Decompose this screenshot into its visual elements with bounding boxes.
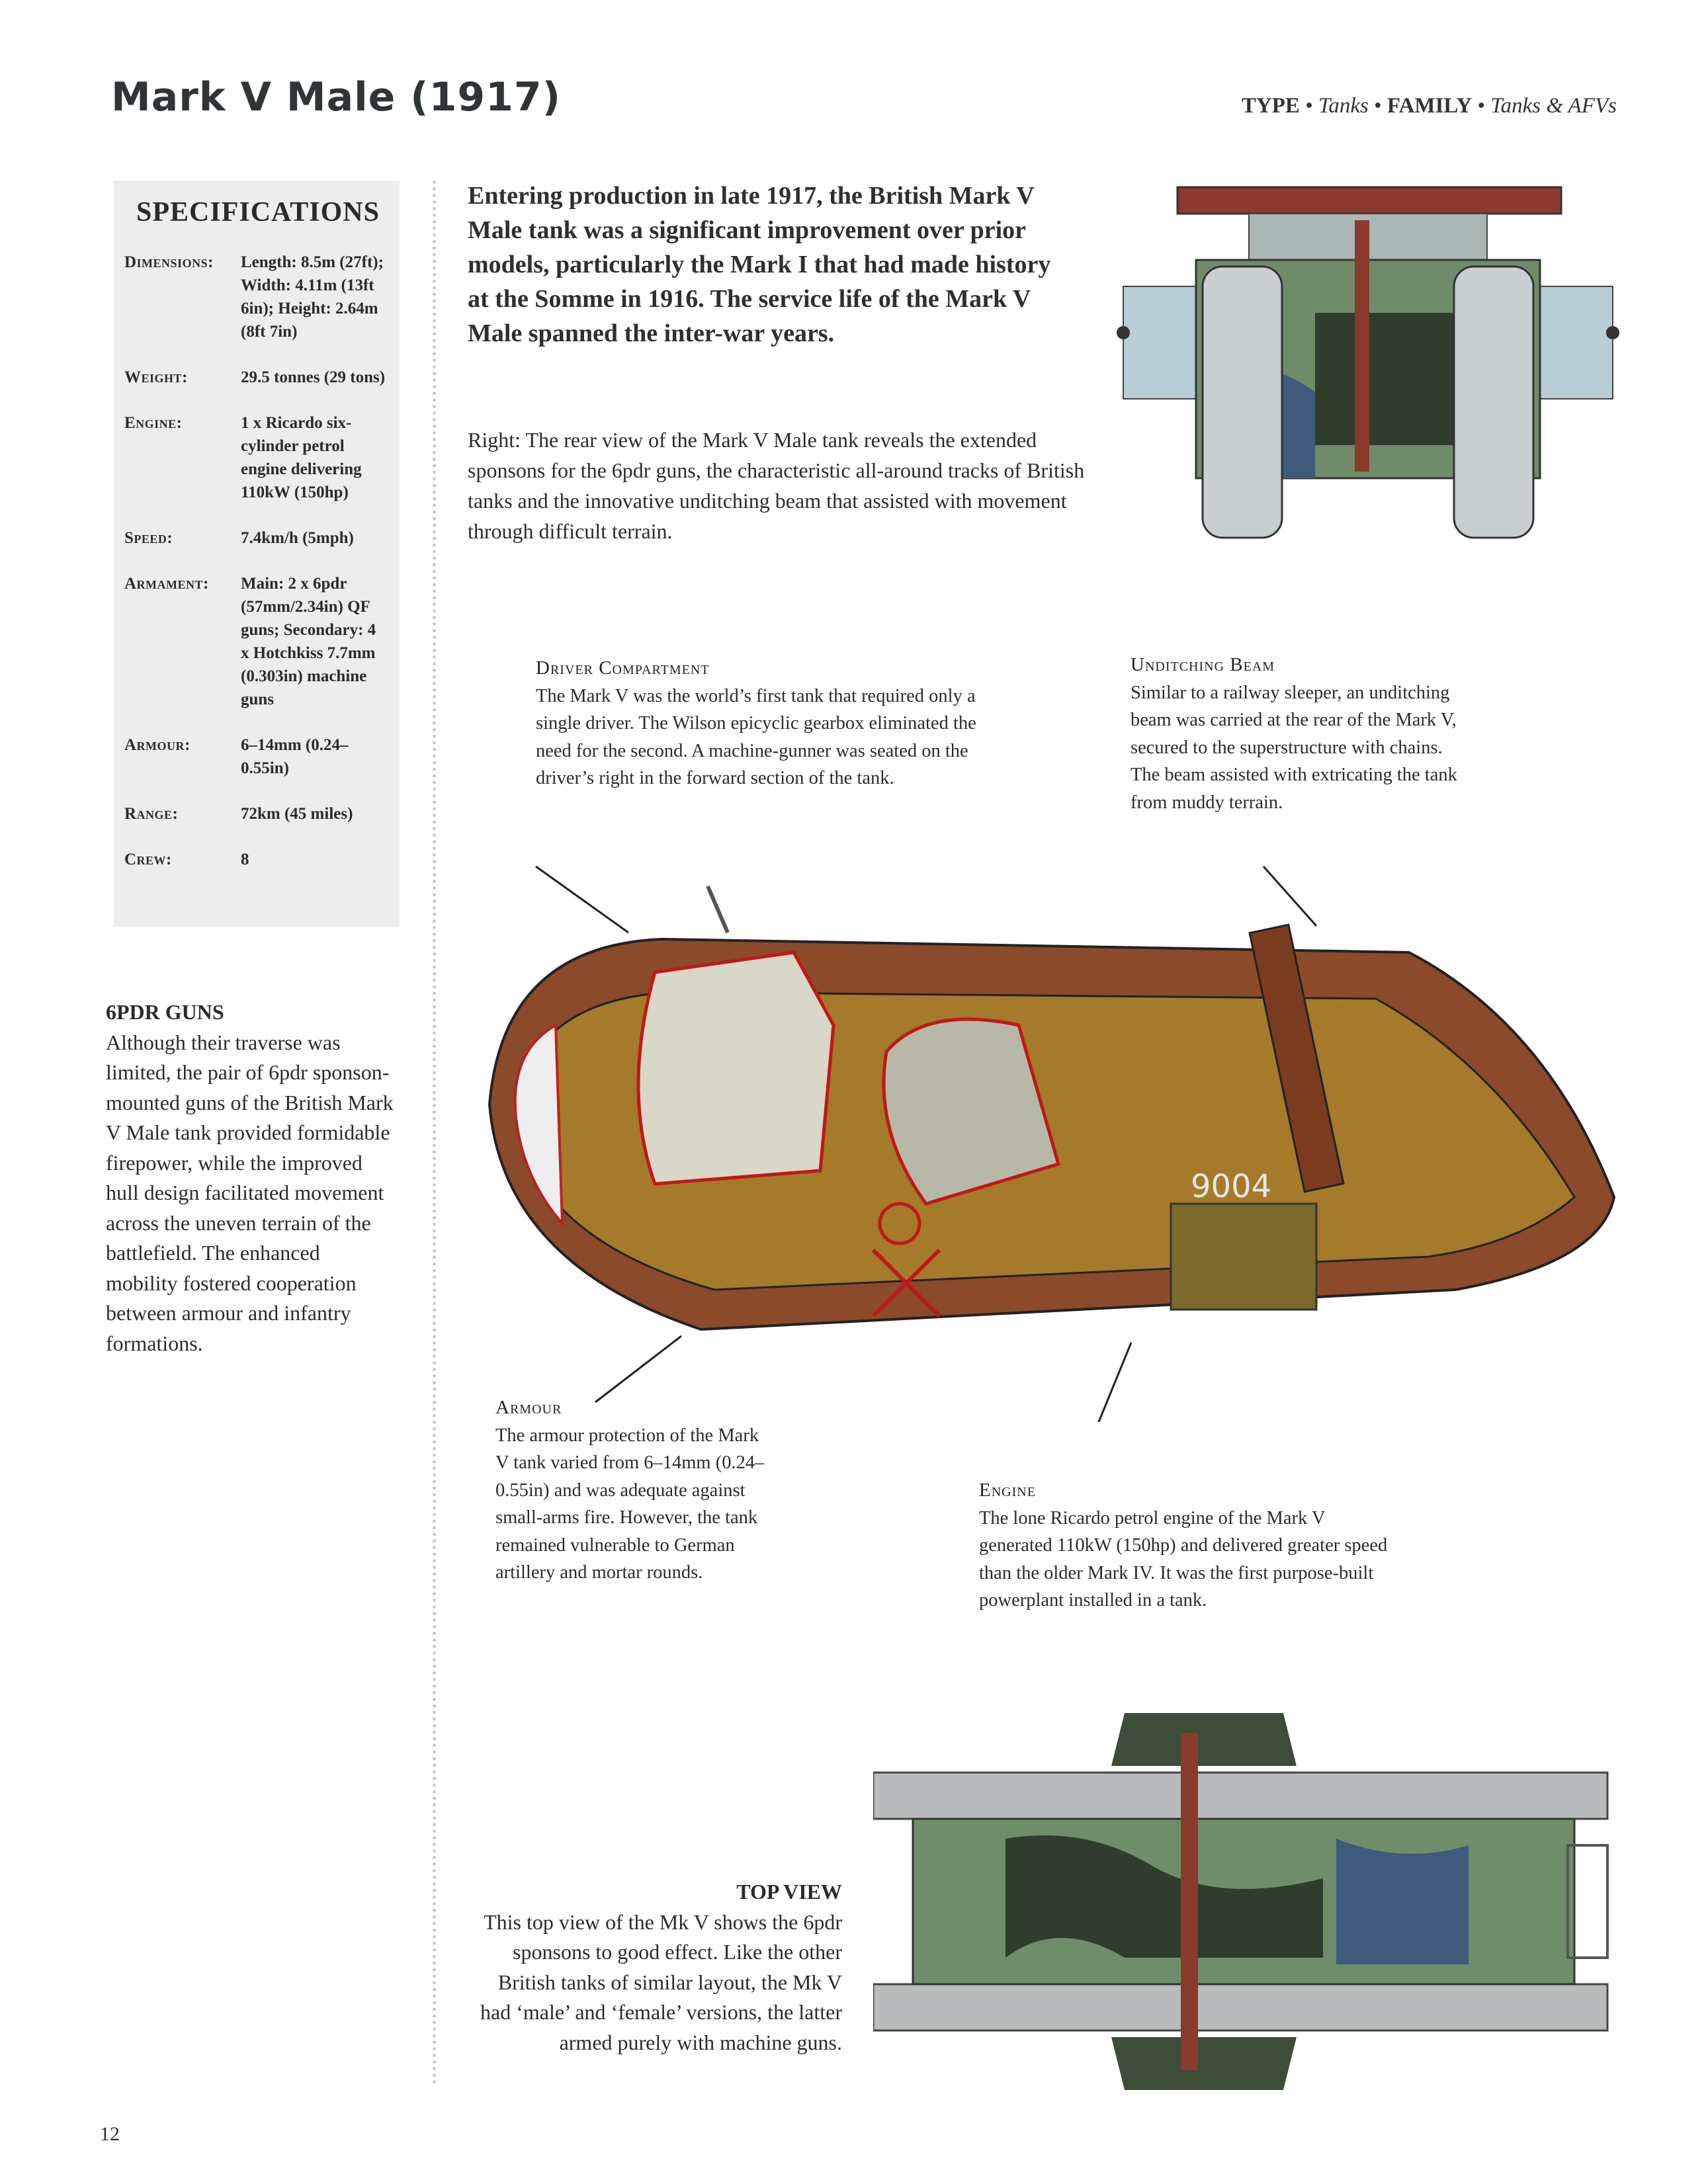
callout-text: The Mark V was the world’s first tank that required only a single driver. The Wilson epicyclic gearbox eliminated the need for the second. A machine-gunner was seated on the driver’s right in the forward section of the tank. — [536, 685, 976, 788]
spec-row — [124, 802, 392, 825]
dotted-divider — [433, 181, 436, 2085]
spec-row — [124, 526, 392, 550]
bullet: • — [1305, 94, 1313, 118]
family-label: FAMILY — [1387, 94, 1473, 118]
spec-row — [124, 848, 392, 871]
type-value: Tanks — [1318, 94, 1369, 118]
callout-title: Driver Compartment — [536, 657, 710, 679]
callout-title: Engine — [979, 1480, 1036, 1501]
spec-label: Weight: — [124, 368, 188, 386]
spec-row — [124, 411, 392, 504]
spec-label: Range: — [124, 805, 179, 823]
spec-value: 6–14mm (0.24–0.55in) — [241, 736, 349, 777]
spec-value: 72km (45 miles) — [241, 805, 353, 823]
intro-text: Entering production in late 1917, the British Mark V Male tank was a significant improvement over prior models, particularly the Mark I that had made history at the Somme in 1916. The service life of the Mark V Male spanned the inter-war years. — [468, 182, 1051, 347]
spec-label: Armour: — [124, 736, 191, 754]
side-cutaway-illustration — [463, 853, 1627, 1422]
callout-unditching-beam — [1131, 651, 1474, 816]
guns-section — [106, 997, 397, 1359]
callout-title: Armour — [495, 1397, 562, 1418]
guns-title: 6PDR GUNS — [106, 1000, 224, 1024]
spec-value: 1 x Ricardo six-cylinder petrol engine delivering 110kW (150hp) — [241, 414, 362, 501]
callout-driver-compartment — [536, 655, 999, 792]
guns-text: Although their traverse was limited, the pair of 6pdr sponson-mounted guns of the British Mark V Male tank provided formidable firepower, while the improved hull design facilitated movement across the uneven terrain of the battlefield. The enhanced mobility fostered cooperation between armour and infantry formations. — [106, 1030, 394, 1355]
family-value: Tanks & AFVs — [1490, 94, 1617, 118]
page-number: 12 — [100, 2123, 120, 2145]
top-view-caption — [463, 1877, 842, 2058]
spec-value: Main: 2 x 6pdr (57mm/2.34in) QF guns; Secondary: 4 x Hotchkiss 7.7mm (0.303in) machine guns — [241, 575, 376, 708]
tank-number: 9004 — [1191, 1168, 1272, 1205]
spec-row — [124, 733, 392, 780]
spec-value: Length: 8.5m (27ft); Width: 4.11m (13ft 6in); Height: 2.64m (8ft 7in) — [241, 253, 384, 341]
bullet: • — [1374, 94, 1382, 118]
spec-label: Speed: — [124, 529, 173, 547]
spec-value: 7.4km/h (5mph) — [241, 529, 354, 547]
spec-row — [124, 251, 392, 343]
rear-view-caption: Right: The rear view of the Mark V Male tank reveals the extended sponsons for the 6pdr guns, the characteristic all-around tracks of British tanks and the innovative unditching beam that assisted with movement through difficult terrain. — [468, 428, 1085, 543]
spec-row — [124, 572, 392, 711]
spec-value: 29.5 tonnes (29 tons) — [241, 368, 386, 386]
spec-label: Crew: — [124, 851, 172, 868]
top-view-title: TOP VIEW — [736, 1880, 842, 1904]
callout-text: Similar to a railway sleeper, an unditching beam was carried at the rear of the Mark V, secured to the superstructure with chains. The beam assisted with extricating the tank from muddy terrain. — [1131, 682, 1457, 813]
type-label: TYPE — [1241, 94, 1300, 118]
rear-view-illustration — [1117, 181, 1619, 544]
spec-value: 8 — [241, 851, 249, 868]
callout-title: Unditching Beam — [1131, 654, 1275, 675]
type-family-line — [1242, 94, 1617, 118]
callout-armour — [495, 1394, 773, 1587]
top-view-text: This top view of the Mk V shows the 6pdr sponsons to good effect. Like the other British tanks of similar layout, the Mk V had ‘male’ and ‘female’ versions, the latter armed purely with machine guns. — [480, 1909, 842, 2054]
callout-text: The lone Ricardo petrol engine of the Mark V generated 110kW (150hp) and delivered greater speed than the older Mark IV. It was the first purpose-built powerplant installed in a tank. — [979, 1507, 1388, 1611]
bullet: • — [1477, 94, 1486, 118]
callout-text: The armour protection of the Mark V tank varied from 6–14mm (0.24–0.55in) and was adequate against small-arms fire. However, the tank remained vulnerable to German artillery and mortar rounds. — [495, 1425, 765, 1583]
top-view-illustration — [873, 1706, 1614, 2097]
spec-label: Dimensions: — [124, 253, 214, 271]
specs-heading: SPECIFICATIONS — [136, 197, 380, 228]
callout-engine — [979, 1477, 1402, 1614]
specifications-box — [114, 181, 400, 927]
spec-row — [124, 366, 392, 389]
page-title: Mark V Male (1917) — [111, 74, 562, 120]
spec-label: Armament: — [124, 575, 209, 593]
spec-label: Engine: — [124, 414, 183, 432]
